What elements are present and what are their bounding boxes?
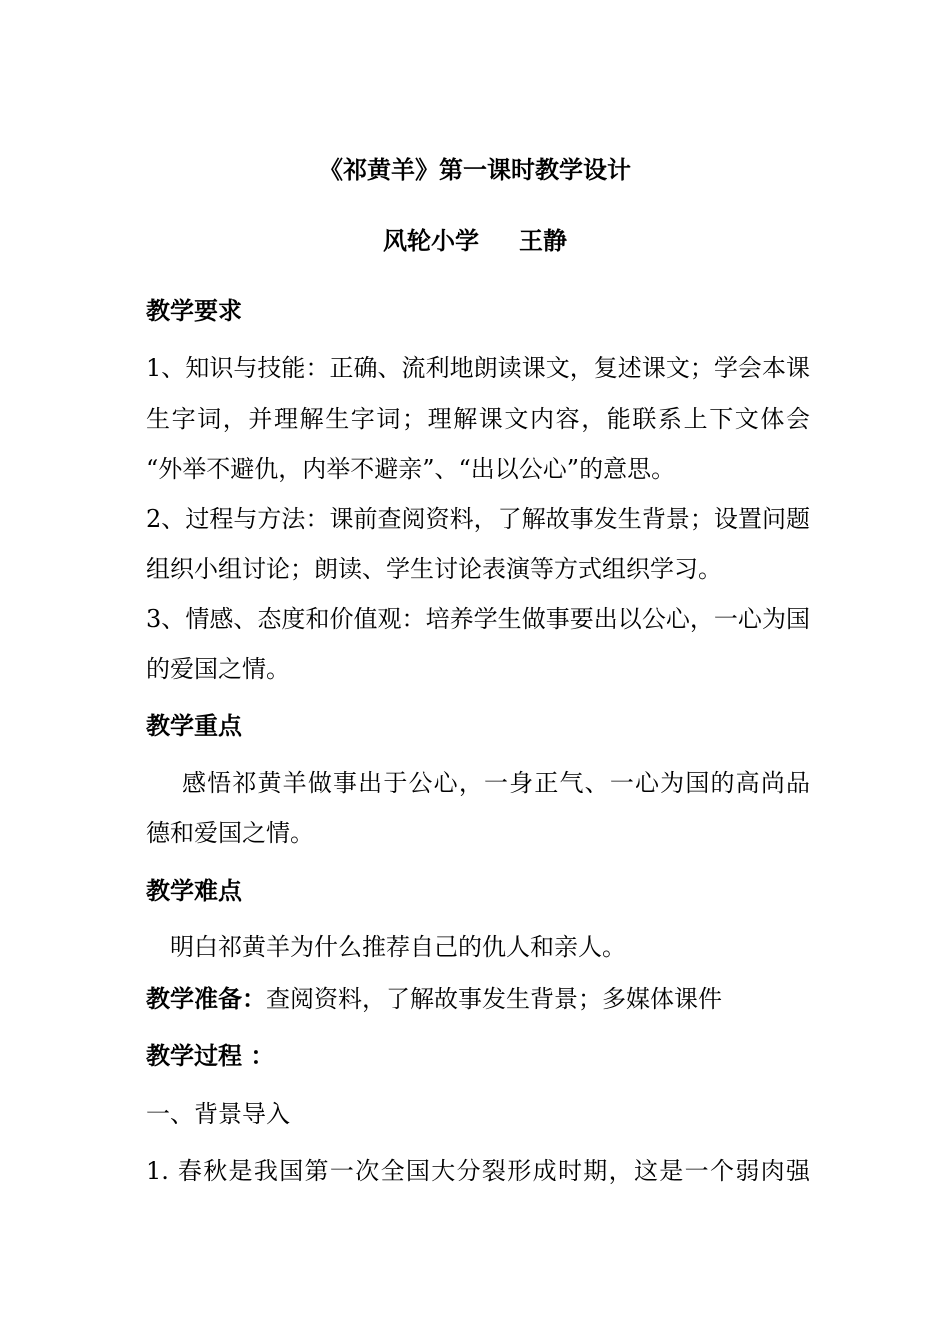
process-item-1: 1. 春秋是我国第一次全国大分裂形成时期，这是一个弱肉强 [146,1157,810,1185]
process-section-1: 一、背景导入 [146,1100,290,1128]
preparation-label: 教学准备： [146,985,266,1013]
difficulties-heading: 教学难点 [146,877,242,905]
requirements-line-6: 3、情感、态度和价值观：培养学生做事要出以公心，一心为国 [146,605,810,633]
requirements-line-7: 的爱国之情。 [146,655,290,683]
requirements-line-5: 组织小组讨论；朗读、学生讨论表演等方式组织学习。 [146,555,722,583]
requirements-line-1: 1、知识与技能：正确、流利地朗读课文，复述课文；学会本课 [146,354,810,382]
requirements-line-4: 2、过程与方法：课前查阅资料，了解故事发生背景；设置问题 [146,505,810,533]
author-name: 王静 [519,227,567,255]
author-line [0,226,950,256]
process-heading: 教学过程 ： [146,1042,275,1070]
key-points-heading: 教学重点 [146,712,242,740]
difficulties-line-1: 明白祁黄羊为什么推荐自己的仇人和亲人。 [170,933,626,961]
requirements-line-3: “外举不避仇，内举不避亲”、“出以公心”的意思。 [146,455,676,483]
key-points-line-2: 德和爱国之情。 [146,819,314,847]
document-title: 《祁黄羊》第一课时教学设计 [319,156,631,184]
preparation-line [146,984,810,1014]
preparation-text: 查阅资料，了解故事发生背景；多媒体课件 [266,985,722,1013]
requirements-line-2: 生字词，并理解生字词；理解课文内容，能联系上下文体会 [146,405,810,433]
key-points-line-1: 感悟祁黄羊做事出于公心，一身正气、一心为国的高尚品 [182,769,810,797]
requirements-heading: 教学要求 [146,297,242,325]
author-school: 风轮小学 [383,227,479,255]
